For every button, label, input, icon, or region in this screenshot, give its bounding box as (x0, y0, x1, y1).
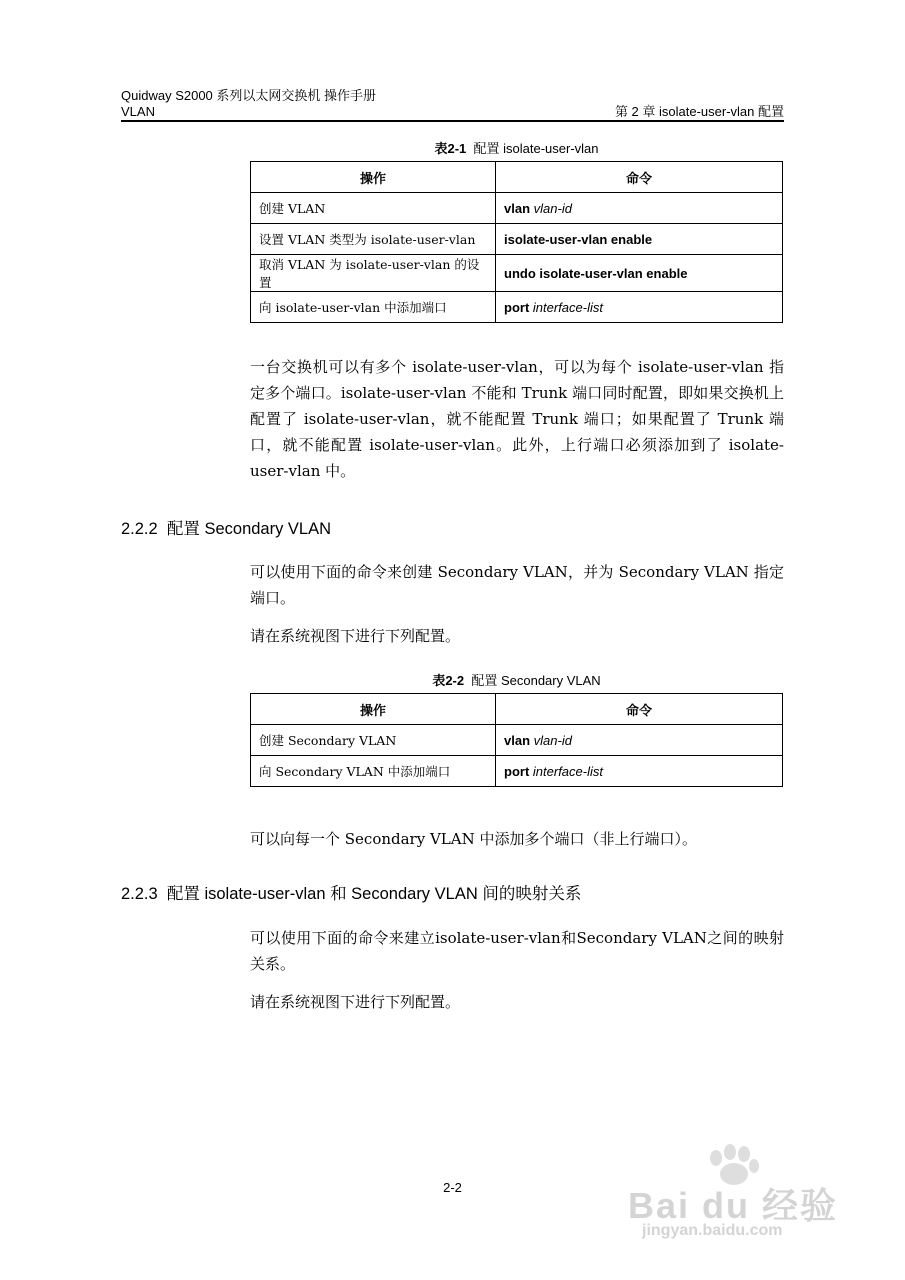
table-cell-command (496, 756, 783, 787)
table-row (251, 193, 783, 224)
table-cell-command (496, 193, 783, 224)
table-row (251, 725, 783, 756)
header-manual-title: Quidway S2000 系列以太网交换机 操作手册 (121, 88, 377, 103)
table1-header-row (251, 162, 783, 193)
page-number: 2-2 (443, 1180, 462, 1195)
table1-caption (250, 138, 783, 157)
table2-caption (250, 670, 783, 689)
table2-col-operation: 操作 (251, 694, 496, 725)
table1-caption-title: 配置 isolate-user-vlan (473, 141, 599, 156)
table2-caption-number: 表2-2 (432, 673, 465, 688)
header-rule (121, 120, 784, 122)
section-number: 2.2.3 (121, 885, 158, 903)
table-cell-operation: 创建 VLAN (251, 193, 496, 224)
table2-caption-title: 配置 Secondary VLAN (471, 673, 601, 688)
table-cell-operation: 向 Secondary VLAN 中添加端口 (251, 756, 496, 787)
section-heading-2-2-3 (121, 880, 581, 904)
header-section-name: VLAN (121, 104, 155, 119)
command-keyword: undo isolate-user-vlan enable (504, 265, 688, 281)
table-row (251, 255, 783, 292)
table2 (250, 693, 783, 787)
command-keyword: vlan (504, 732, 531, 748)
section-number: 2.2.2 (121, 520, 158, 538)
paragraph-secondary-intro: 可以使用下面的命令来创建 Secondary VLAN，并为 Secondary VLAN 指定端口。 (250, 563, 784, 607)
table-row (251, 224, 783, 255)
command-keyword: isolate-user-vlan enable (504, 231, 653, 247)
table-cell-command (496, 292, 783, 323)
watermark-brand: Bai du 经验 (628, 1185, 839, 1226)
command-keyword: vlan (504, 200, 531, 216)
section-title: 配置 isolate-user-vlan 和 Secondary VLAN 间的映射关系 (166, 885, 582, 903)
table-cell-command (496, 725, 783, 756)
section-title: 配置 Secondary VLAN (166, 520, 332, 538)
command-argument: interface-list (532, 299, 603, 315)
table1-col-operation: 操作 (251, 162, 496, 193)
table-cell-operation: 创建 Secondary VLAN (251, 725, 496, 756)
table-cell-operation: 向 isolate-user-vlan 中添加端口 (251, 292, 496, 323)
table-row (251, 292, 783, 323)
table2-header-row (251, 694, 783, 725)
section-heading-2-2-2 (121, 515, 331, 539)
table-cell-command (496, 224, 783, 255)
watermark-url: jingyan.baidu.com (642, 1222, 783, 1239)
command-keyword: port (504, 299, 530, 315)
table-cell-operation: 取消 VLAN 为 isolate-user-vlan 的设置 (251, 255, 496, 292)
table-cell-operation: 设置 VLAN 类型为 isolate-user-vlan (251, 224, 496, 255)
paragraph-system-view-2: 请在系统视图下进行下列配置。 (250, 993, 461, 1011)
paragraph-isolate-user-vlan: 一台交换机可以有多个 isolate-user-vlan，可以为每个 isolate-user-vlan 指定多个端口。isolate-user-vlan 不能和 Trunk 端口同时配置，即如果交换机上配置了 isolate-user-vlan，就不能配置 Trunk 端口；如果配置了 Trunk 端口，就不能配置 isolate-user-vlan。此外，上行端口必须添加到了 isolate-user-vlan 中。 (250, 358, 784, 480)
header-chapter: 第 2 章 isolate-user-vlan 配置 (614, 104, 784, 119)
paragraph-system-view: 请在系统视图下进行下列配置。 (250, 627, 461, 645)
table2-col-command: 命令 (496, 694, 783, 725)
command-keyword: port (504, 763, 530, 779)
table-cell-command (496, 255, 783, 292)
table1-caption-number: 表2-1 (434, 141, 467, 156)
command-argument: interface-list (532, 763, 603, 779)
table-row (251, 756, 783, 787)
paragraph-mapping-intro: 可以使用下面的命令来建立isolate-user-vlan和Secondary VLAN之间的映射关系。 (250, 929, 784, 973)
paragraph-secondary-ports: 可以向每一个 Secondary VLAN 中添加多个端口（非上行端口）。 (250, 830, 697, 848)
baidu-jingyan-watermark (620, 1140, 850, 1250)
table1 (250, 161, 783, 323)
command-argument: vlan-id (533, 200, 572, 216)
table1-col-command: 命令 (496, 162, 783, 193)
command-argument: vlan-id (533, 732, 572, 748)
